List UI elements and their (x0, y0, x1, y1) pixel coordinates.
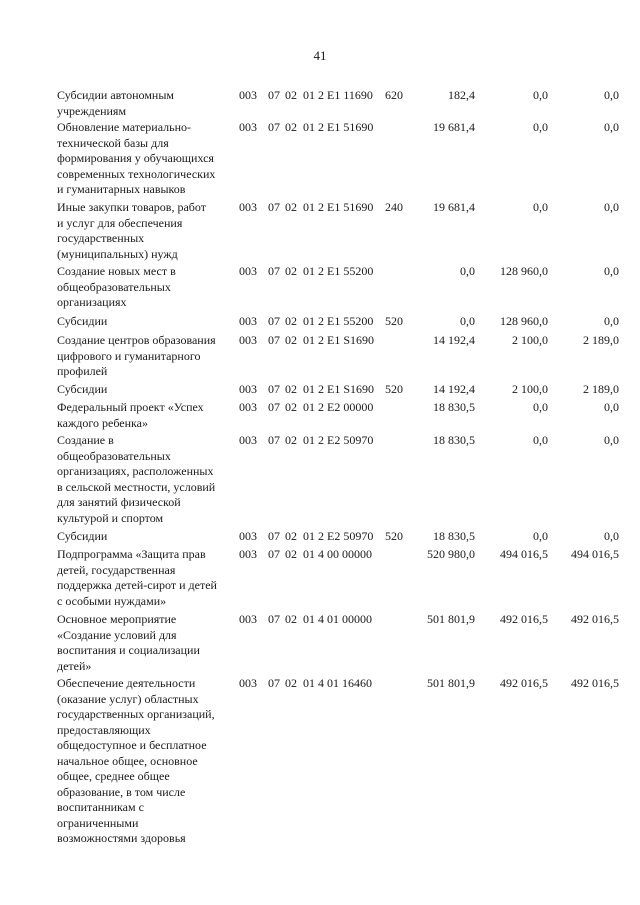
value-1: 18 830,5 (433, 433, 475, 447)
code-rz: 07 (268, 400, 280, 414)
value-1: 19 681,4 (433, 120, 475, 134)
row-name: Обеспечение деятельности (оказание услуг) областных государственных организаций, предоставляющих общедоступное и бесплатное начальное общее, основное общее, среднее общее образование, в том числе воспитанникам с ограниченными возможностями здоровья (57, 676, 215, 845)
value-2: 492 016,5 (500, 612, 548, 626)
code-pr: 02 (285, 400, 297, 414)
row-name: Создание в общеобразовательных организациях, расположенных в сельской местности, условий для занятий физической культурой и спортом (57, 433, 216, 525)
value-1: 18 830,5 (433, 400, 475, 414)
code-ved: 003 (239, 333, 257, 347)
code-ved: 003 (239, 529, 257, 543)
code-rz: 07 (268, 264, 280, 278)
value-3: 0,0 (604, 200, 619, 214)
code-cs: 01 4 00 00000 (303, 547, 372, 561)
code-ved: 003 (239, 433, 257, 447)
row-name: Субсидии (57, 529, 108, 543)
code-vr: 520 (385, 314, 403, 328)
code-pr: 02 (285, 120, 297, 134)
code-rz: 07 (268, 200, 280, 214)
row-name: Основное мероприятие «Создание условий для воспитания и социализации детей» (57, 612, 200, 673)
code-cs: 01 2 E1 51690 (303, 120, 374, 134)
code-rz: 07 (268, 433, 280, 447)
value-2: 0,0 (533, 88, 548, 102)
value-3: 492 016,5 (571, 612, 619, 626)
row-name: Обновление материально- технической базы для формирования у обучающихся современных технологических и гуманитарных навыков (57, 120, 216, 196)
code-pr: 02 (285, 529, 297, 543)
code-ved: 003 (239, 264, 257, 278)
code-ved: 003 (239, 120, 257, 134)
value-3: 0,0 (604, 120, 619, 134)
code-vr: 240 (385, 200, 403, 214)
code-ved: 003 (239, 547, 257, 561)
code-rz: 07 (268, 547, 280, 561)
value-2: 128 960,0 (500, 264, 548, 278)
row-name: Субсидии (57, 314, 108, 328)
value-1: 520 980,0 (427, 547, 475, 561)
code-cs: 01 2 E1 51690 (303, 200, 374, 214)
code-cs: 01 2 E1 55200 (303, 314, 374, 328)
value-2: 2 100,0 (512, 382, 548, 396)
code-ved: 003 (239, 88, 257, 102)
value-1: 14 192,4 (433, 333, 475, 347)
value-3: 492 016,5 (571, 676, 619, 690)
value-2: 492 016,5 (500, 676, 548, 690)
code-cs: 01 2 E1 55200 (303, 264, 374, 278)
code-pr: 02 (285, 433, 297, 447)
code-rz: 07 (268, 529, 280, 543)
code-ved: 003 (239, 612, 257, 626)
code-cs: 01 2 E1 11690 (303, 88, 373, 102)
code-rz: 07 (268, 314, 280, 328)
row-name: Создание новых мест в общеобразовательных организациях (57, 264, 176, 309)
value-2: 0,0 (533, 529, 548, 543)
value-2: 0,0 (533, 433, 548, 447)
code-pr: 02 (285, 88, 297, 102)
value-2: 2 100,0 (512, 333, 548, 347)
code-rz: 07 (268, 676, 280, 690)
row-name: Субсидии автономным учреждениям (57, 88, 174, 118)
value-1: 501 801,9 (427, 676, 475, 690)
code-ved: 003 (239, 400, 257, 414)
code-pr: 02 (285, 676, 297, 690)
value-1: 14 192,4 (433, 382, 475, 396)
code-vr: 520 (385, 529, 403, 543)
value-2: 0,0 (533, 200, 548, 214)
row-name: Подпрограмма «Защита прав детей, государственная поддержка детей-сирот и детей с особыми нуждами» (57, 547, 217, 608)
value-1: 0,0 (460, 264, 475, 278)
row-name: Федеральный проект «Успех каждого ребенка» (57, 400, 204, 430)
value-3: 0,0 (604, 529, 619, 543)
code-ved: 003 (239, 200, 257, 214)
value-3: 494 016,5 (571, 547, 619, 561)
code-ved: 003 (239, 382, 257, 396)
value-1: 19 681,4 (433, 200, 475, 214)
code-pr: 02 (285, 333, 297, 347)
value-1: 182,4 (448, 88, 475, 102)
value-3: 0,0 (604, 314, 619, 328)
code-pr: 02 (285, 612, 297, 626)
code-rz: 07 (268, 333, 280, 347)
value-3: 0,0 (604, 88, 619, 102)
value-3: 2 189,0 (583, 333, 619, 347)
code-ved: 003 (239, 314, 257, 328)
code-cs: 01 4 01 00000 (303, 612, 372, 626)
code-pr: 02 (285, 200, 297, 214)
value-2: 0,0 (533, 400, 548, 414)
code-cs: 01 4 01 16460 (303, 676, 372, 690)
code-cs: 01 2 E1 S1690 (303, 333, 375, 347)
value-2: 128 960,0 (500, 314, 548, 328)
code-rz: 07 (268, 382, 280, 396)
row-name: Субсидии (57, 382, 108, 396)
code-pr: 02 (285, 547, 297, 561)
value-3: 0,0 (604, 433, 619, 447)
value-3: 2 189,0 (583, 382, 619, 396)
code-pr: 02 (285, 314, 297, 328)
code-rz: 07 (268, 88, 280, 102)
page-number: 41 (313, 48, 327, 63)
row-name: Создание центров образования цифрового и гуманитарного профилей (57, 333, 216, 378)
value-1: 501 801,9 (427, 612, 475, 626)
value-2: 0,0 (533, 120, 548, 134)
code-vr: 520 (385, 382, 403, 396)
code-cs: 01 2 E2 50970 (303, 529, 374, 543)
code-vr: 620 (385, 88, 403, 102)
value-1: 0,0 (460, 314, 475, 328)
value-3: 0,0 (604, 400, 619, 414)
code-ved: 003 (239, 676, 257, 690)
row-name: Иные закупки товаров, работ и услуг для обеспечения государственных (муниципальных) нужд (57, 200, 206, 261)
value-2: 494 016,5 (500, 547, 548, 561)
value-1: 18 830,5 (433, 529, 475, 543)
code-pr: 02 (285, 264, 297, 278)
code-cs: 01 2 E2 00000 (303, 400, 374, 414)
code-rz: 07 (268, 612, 280, 626)
code-pr: 02 (285, 382, 297, 396)
code-rz: 07 (268, 120, 280, 134)
code-cs: 01 2 E1 S1690 (303, 382, 375, 396)
value-3: 0,0 (604, 264, 619, 278)
code-cs: 01 2 E2 50970 (303, 433, 374, 447)
